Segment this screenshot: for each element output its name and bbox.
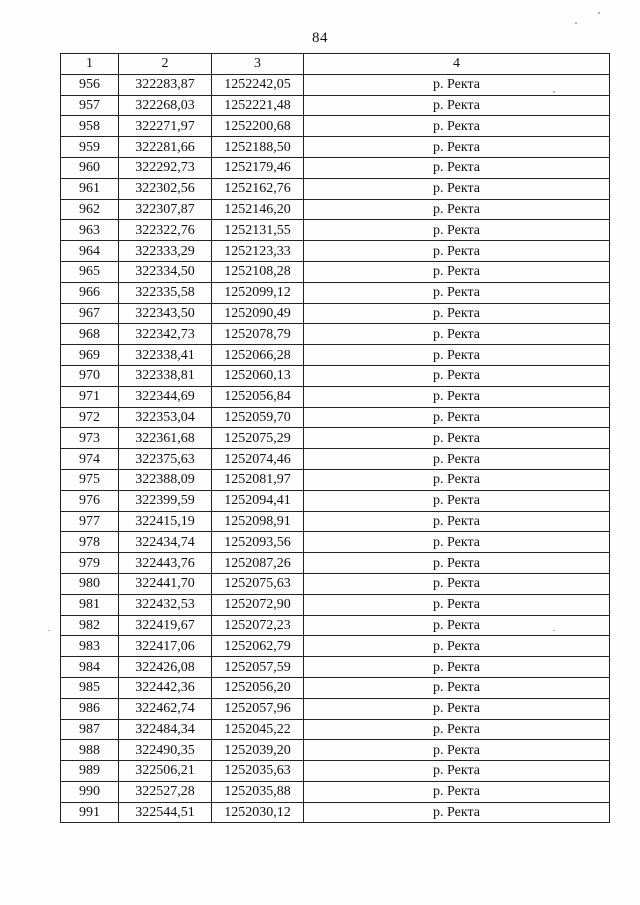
header-cell-y-coordinate: 3 [212,54,304,75]
cell-x-coordinate: 322271,97 [119,116,212,137]
cell-x-coordinate: 322426,08 [119,657,212,678]
cell-point-number: 956 [61,74,119,95]
header-cell-point-number: 1 [61,54,119,75]
cell-y-coordinate: 1252075,29 [212,428,304,449]
cell-y-coordinate: 1252057,96 [212,698,304,719]
cell-y-coordinate: 1252221,48 [212,95,304,116]
cell-y-coordinate: 1252075,63 [212,573,304,594]
table-row [61,303,610,324]
table-row [61,657,610,678]
cell-y-coordinate: 1252200,68 [212,116,304,137]
table-row [61,532,610,553]
table-row [61,282,610,303]
cell-y-coordinate: 1252035,63 [212,761,304,782]
cell-y-coordinate: 1252057,59 [212,657,304,678]
cell-description: р. Ректа [304,761,610,782]
table-row [61,719,610,740]
table-row [61,594,610,615]
cell-x-coordinate: 322375,63 [119,449,212,470]
cell-x-coordinate: 322415,19 [119,511,212,532]
cell-x-coordinate: 322302,56 [119,178,212,199]
cell-y-coordinate: 1252056,20 [212,677,304,698]
cell-y-coordinate: 1252039,20 [212,740,304,761]
cell-point-number: 962 [61,199,119,220]
cell-x-coordinate: 322419,67 [119,615,212,636]
cell-description: р. Ректа [304,781,610,802]
table-row [61,74,610,95]
table-row [61,677,610,698]
table-row [61,407,610,428]
cell-point-number: 985 [61,677,119,698]
cell-description: р. Ректа [304,178,610,199]
table-row [61,157,610,178]
cell-description: р. Ректа [304,95,610,116]
cell-description: р. Ректа [304,303,610,324]
cell-y-coordinate: 1252090,49 [212,303,304,324]
cell-y-coordinate: 1252162,76 [212,178,304,199]
cell-description: р. Ректа [304,365,610,386]
cell-description: р. Ректа [304,282,610,303]
cell-point-number: 961 [61,178,119,199]
table-row [61,802,610,823]
cell-point-number: 959 [61,137,119,158]
cell-y-coordinate: 1252045,22 [212,719,304,740]
header-cell-x-coordinate: 2 [119,54,212,75]
table-body [61,74,610,823]
cell-x-coordinate: 322353,04 [119,407,212,428]
cell-x-coordinate: 322417,06 [119,636,212,657]
cell-y-coordinate: 1252072,23 [212,615,304,636]
cell-description: р. Ректа [304,511,610,532]
cell-description: р. Ректа [304,532,610,553]
cell-point-number: 988 [61,740,119,761]
cell-x-coordinate: 322333,29 [119,241,212,262]
cell-y-coordinate: 1252030,12 [212,802,304,823]
cell-description: р. Ректа [304,137,610,158]
cell-point-number: 969 [61,345,119,366]
table-row [61,781,610,802]
cell-x-coordinate: 322281,66 [119,137,212,158]
table-row [61,137,610,158]
cell-point-number: 968 [61,324,119,345]
table-row [61,365,610,386]
cell-point-number: 986 [61,698,119,719]
cell-point-number: 975 [61,469,119,490]
cell-y-coordinate: 1252094,41 [212,490,304,511]
cell-y-coordinate: 1252108,28 [212,261,304,282]
cell-point-number: 978 [61,532,119,553]
table-row [61,178,610,199]
cell-y-coordinate: 1252062,79 [212,636,304,657]
cell-point-number: 991 [61,802,119,823]
cell-y-coordinate: 1252242,05 [212,74,304,95]
cell-description: р. Ректа [304,74,610,95]
cell-y-coordinate: 1252087,26 [212,553,304,574]
table-row [61,740,610,761]
table-row [61,199,610,220]
cell-x-coordinate: 322268,03 [119,95,212,116]
cell-point-number: 977 [61,511,119,532]
cell-description: р. Ректа [304,199,610,220]
cell-y-coordinate: 1252179,46 [212,157,304,178]
table-row [61,261,610,282]
cell-description: р. Ректа [304,116,610,137]
cell-point-number: 967 [61,303,119,324]
table-header [61,54,610,75]
table-row [61,490,610,511]
table-row [61,116,610,137]
cell-y-coordinate: 1252123,33 [212,241,304,262]
cell-point-number: 972 [61,407,119,428]
cell-point-number: 960 [61,157,119,178]
cell-description: р. Ректа [304,657,610,678]
table-row [61,761,610,782]
cell-description: р. Ректа [304,698,610,719]
table-row [61,324,610,345]
cell-x-coordinate: 322338,81 [119,365,212,386]
cell-y-coordinate: 1252060,13 [212,365,304,386]
cell-y-coordinate: 1252131,55 [212,220,304,241]
cell-y-coordinate: 1252081,97 [212,469,304,490]
cell-x-coordinate: 322322,76 [119,220,212,241]
table-row [61,220,610,241]
cell-x-coordinate: 322443,76 [119,553,212,574]
cell-point-number: 987 [61,719,119,740]
table-row [61,95,610,116]
cell-point-number: 971 [61,386,119,407]
cell-x-coordinate: 322434,74 [119,532,212,553]
cell-x-coordinate: 322484,34 [119,719,212,740]
cell-description: р. Ректа [304,719,610,740]
cell-x-coordinate: 322344,69 [119,386,212,407]
cell-point-number: 958 [61,116,119,137]
cell-y-coordinate: 1252099,12 [212,282,304,303]
cell-point-number: 957 [61,95,119,116]
cell-description: р. Ректа [304,677,610,698]
table-row [61,615,610,636]
cell-description: р. Ректа [304,573,610,594]
cell-point-number: 973 [61,428,119,449]
cell-x-coordinate: 322334,50 [119,261,212,282]
cell-point-number: 964 [61,241,119,262]
cell-description: р. Ректа [304,449,610,470]
scan-speck [553,630,555,631]
cell-x-coordinate: 322335,58 [119,282,212,303]
cell-y-coordinate: 1252146,20 [212,199,304,220]
cell-x-coordinate: 322506,21 [119,761,212,782]
cell-description: р. Ректа [304,490,610,511]
table-row [61,553,610,574]
scan-speck [598,12,600,14]
cell-description: р. Ректа [304,324,610,345]
cell-y-coordinate: 1252066,28 [212,345,304,366]
cell-point-number: 965 [61,261,119,282]
cell-point-number: 970 [61,365,119,386]
table-row [61,345,610,366]
cell-x-coordinate: 322527,28 [119,781,212,802]
cell-y-coordinate: 1252188,50 [212,137,304,158]
cell-description: р. Ректа [304,594,610,615]
cell-y-coordinate: 1252078,79 [212,324,304,345]
scan-speck [575,22,577,24]
cell-description: р. Ректа [304,407,610,428]
cell-point-number: 976 [61,490,119,511]
header-row [61,54,610,75]
header-cell-description: 4 [304,54,610,75]
cell-description: р. Ректа [304,428,610,449]
cell-x-coordinate: 322442,36 [119,677,212,698]
cell-point-number: 966 [61,282,119,303]
table-row [61,511,610,532]
cell-description: р. Ректа [304,469,610,490]
cell-y-coordinate: 1252074,46 [212,449,304,470]
cell-description: р. Ректа [304,740,610,761]
cell-description: р. Ректа [304,157,610,178]
cell-point-number: 983 [61,636,119,657]
cell-x-coordinate: 322462,74 [119,698,212,719]
table-row [61,469,610,490]
cell-x-coordinate: 322338,41 [119,345,212,366]
cell-x-coordinate: 322490,35 [119,740,212,761]
cell-x-coordinate: 322307,87 [119,199,212,220]
table-row [61,241,610,262]
cell-y-coordinate: 1252072,90 [212,594,304,615]
cell-x-coordinate: 322399,59 [119,490,212,511]
table-row [61,698,610,719]
cell-x-coordinate: 322361,68 [119,428,212,449]
cell-x-coordinate: 322292,73 [119,157,212,178]
cell-point-number: 980 [61,573,119,594]
cell-y-coordinate: 1252035,88 [212,781,304,802]
table-row [61,636,610,657]
table-row [61,428,610,449]
cell-point-number: 984 [61,657,119,678]
cell-x-coordinate: 322544,51 [119,802,212,823]
scan-speck [48,630,50,631]
cell-description: р. Ректа [304,553,610,574]
cell-x-coordinate: 322283,87 [119,74,212,95]
cell-x-coordinate: 322441,70 [119,573,212,594]
cell-description: р. Ректа [304,345,610,366]
cell-description: р. Ректа [304,261,610,282]
cell-y-coordinate: 1252059,70 [212,407,304,428]
cell-y-coordinate: 1252098,91 [212,511,304,532]
cell-y-coordinate: 1252056,84 [212,386,304,407]
cell-description: р. Ректа [304,220,610,241]
cell-x-coordinate: 322432,53 [119,594,212,615]
cell-point-number: 981 [61,594,119,615]
cell-point-number: 990 [61,781,119,802]
cell-point-number: 974 [61,449,119,470]
scan-speck [553,91,555,93]
cell-description: р. Ректа [304,636,610,657]
cell-y-coordinate: 1252093,56 [212,532,304,553]
cell-x-coordinate: 322388,09 [119,469,212,490]
table-row [61,573,610,594]
page-number: 84 [312,30,328,46]
cell-point-number: 989 [61,761,119,782]
cell-point-number: 982 [61,615,119,636]
cell-point-number: 979 [61,553,119,574]
table-row [61,386,610,407]
cell-description: р. Ректа [304,241,610,262]
cell-x-coordinate: 322343,50 [119,303,212,324]
cell-description: р. Ректа [304,386,610,407]
cell-description: р. Ректа [304,802,610,823]
cell-point-number: 963 [61,220,119,241]
coordinates-table [60,53,610,823]
cell-x-coordinate: 322342,73 [119,324,212,345]
table-row [61,449,610,470]
cell-description: р. Ректа [304,615,610,636]
